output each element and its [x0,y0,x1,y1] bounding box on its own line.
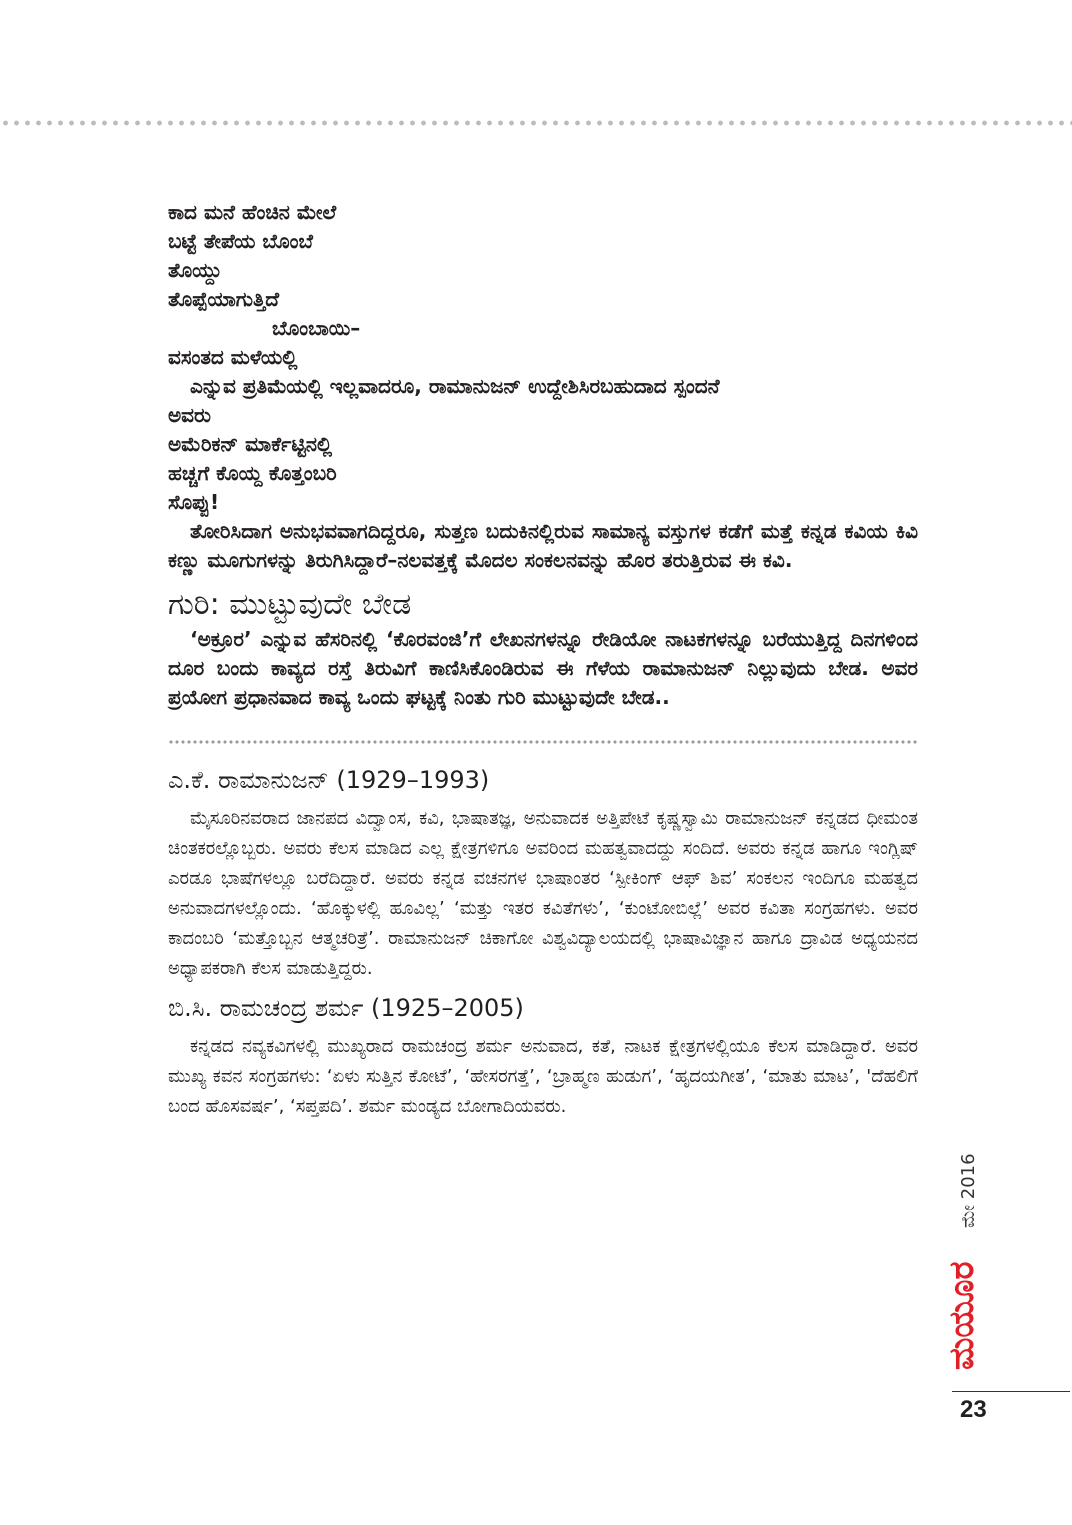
verse-line: ವಸಂತದ ಮಳೆಯಲ್ಲಿ [168,345,298,369]
bio-text: ಮೈಸೂರಿನವರಾದ ಜಾನಪದ ವಿದ್ವಾಂಸ, ಕವಿ, ಭಾಷಾತಜ್ಞ, ಅನುವಾದಕ ಅತ್ತಿಪೇಟೆ ಕೃಷ್ಣಸ್ವಾಮಿ ರಾಮಾನುಜನ್ ಕನ್ನಡದ ಧೀಮಂತ ಚಿಂತಕರಲ್ಲೊಬ್ಬರು. ಅವರು ಕೆಲಸ ಮಾಡಿದ ಎಲ್ಲ ಕ್ಷೇತ್ರಗಳಿಗೂ ಅವರಿಂದ ಮಹತ್ವವಾದದ್ದು ಸಂದಿದೆ. ಅವರು ಕನ್ನಡ ಹಾಗೂ ಇಂಗ್ಲಿಷ್ ಎರಡೂ ಭಾಷೆಗಳಲ್ಲೂ ಬರೆದಿದ್ದಾರೆ. ಅವರು ಕನ್ನಡ ವಚನಗಳ ಭಾಷಾಂತರ ‘ಸ್ಪೀಕಿಂಗ್ ಆಫ್ ಶಿವ’ ಸಂಕಲನ ಇಂದಿಗೂ ಮಹತ್ವದ ಅನುವಾದಗಳಲ್ಲೊಂದು. ‘ಹೊಕ್ಕುಳಲ್ಲಿ ಹೂವಿಲ್ಲ’ ‘ಮತ್ತು ಇತರ ಕವಿತೆಗಳು’, ‘ಕುಂಟೋಬಿಲ್ಲೆ’ ಅವರ ಕವಿತಾ ಸಂಗ್ರಹಗಳು. ಅವರ ಕಾದಂಬರಿ ‘ಮತ್ತೊಬ್ಬನ ಆತ್ಮಚರಿತ್ರೆ’. ರಾಮಾನುಜನ್ ಚಿಕಾಗೋ ವಿಶ್ವವಿದ್ಯಾಲಯದಲ್ಲಿ ಭಾಷಾವಿಜ್ಞಾನ ಹಾಗೂ ದ್ರಾವಿಡ ಅಧ್ಯಯನದ ಅಧ್ಯಾಪಕರಾಗಿ ಕೆಲಸ ಮಾಡುತ್ತಿದ್ದರು. [168,808,918,979]
bio-box-ramanujan [168,762,918,984]
magazine-logo: ಮಯೂರ [942,1261,982,1370]
bio-title: ಎ.ಕೆ. ರಾಮಾನುಜನ್ (1929–1993) [168,766,490,794]
verse-line: ಬಟ್ಟೆ ತೇಪೆಯ ಬೊಂಬೆ [168,229,313,253]
section-heading: ಗುರಿ: ಮುಟ್ಟುವುದೇ ಬೇಡ [168,587,412,622]
paragraph: ಎನ್ನುವ ಪ್ರತಿಮೆಯಲ್ಲಿ ಇಲ್ಲವಾದರೂ, ರಾಮಾನುಜನ್ ಉದ್ದೇಶಿಸಿರಬಹುದಾದ ಸ್ಪಂದನೆ [190,374,720,398]
verse-line: ಅವರು [168,403,211,427]
verse-line: ಹಚ್ಚಗೆ ಕೊಯ್ದ ಕೊತ್ತಂಬರಿ [168,461,337,485]
page-number-rule [952,1391,1070,1392]
top-dotted-border [0,119,1072,127]
poem-stanza-2 [168,401,918,517]
bio-box-sharma [168,990,918,1122]
paragraph: ತೋರಿಸಿದಾಗ ಅನುಭವವಾಗದಿದ್ದರೂ, ಸುತ್ತಣ ಬದುಕಿನಲ್ಲಿರುವ ಸಾಮಾನ್ಯ ವಸ್ತುಗಳ ಕಡೆಗೆ ಮತ್ತೆ ಕನ್ನಡ ಕವಿಯ ಕಿವಿ ಕಣ್ಣು ಮೂಗುಗಳನ್ನು ತಿರುಗಿಸಿದ್ದಾರೆ–ನಲವತ್ತಕ್ಕೆ ಮೊದಲ ಸಂಕಲನವನ್ನು ಹೊರ ತರುತ್ತಿರುವ ಈ ಕವಿ. [168,519,918,572]
verse-line: ಬೊಂಬಾಯಿ– [272,316,361,340]
dotted-separator [168,740,918,744]
verse-line: ತೊಯ್ದು [168,258,222,282]
verse-line: ಕಾದ ಮನೆ ಹೆಂಚಿನ ಮೇಲೆ [168,200,337,224]
bio-title: ಬಿ.ಸಿ. ರಾಮಚಂದ್ರ ಶರ್ಮ (1925–2005) [168,994,524,1022]
poem-stanza-1 [168,198,918,372]
page-number: 23 [960,1396,987,1423]
paragraph: ‘ಅಕ್ರೂರ’ ಎನ್ನುವ ಹೆಸರಿನಲ್ಲಿ ‘ಕೊರವಂಜಿ’ಗೆ ಲೇಖನಗಳನ್ನೂ ರೇಡಿಯೋ ನಾಟಕಗಳನ್ನೂ ಬರೆಯುತ್ತಿದ್ದ ದಿನಗಳಿಂದ ದೂರ ಬಂದು ಕಾವ್ಯದ ರಸ್ತೆ ತಿರುವಿಗೆ ಕಾಣಿಸಿಕೊಂಡಿರುವ ಈ ಗೆಳೆಯ ರಾಮಾನುಜನ್ ನಿಲ್ಲುವುದು ಬೇಡ. ಅವರ ಪ್ರಯೋಗ ಪ್ರಧಾನವಾದ ಕಾವ್ಯ ಒಂದು ಘಟ್ಟಕ್ಕೆ ನಿಂತು ಗುರಿ ಮುಟ್ಟುವುದೇ ಬೇಡ.. [168,627,918,709]
bio-text: ಕನ್ನಡದ ನವ್ಯಕವಿಗಳಲ್ಲಿ ಮುಖ್ಯರಾದ ರಾಮಚಂದ್ರ ಶರ್ಮ ಅನುವಾದ, ಕತೆ, ನಾಟಕ ಕ್ಷೇತ್ರಗಳಲ್ಲಿಯೂ ಕೆಲಸ ಮಾಡಿದ್ದಾರೆ. ಅವರ ಮುಖ್ಯ ಕವನ ಸಂಗ್ರಹಗಳು: ‘ಏಳು ಸುತ್ತಿನ ಕೋಟೆ’, ‘ಹೇಸರಗತ್ತೆ’, ‘ಬ್ರಾಹ್ಮಣ ಹುಡುಗ’, ‘ಹೃದಯಗೀತ’, ‘ಮಾತು ಮಾಟ’, 'ದೆಹಲಿಗೆ ಬಂದ ಹೊಸವರ್ಷ’, ‘ಸಪ್ತಪದಿ’. ಶರ್ಮ ಮಂಡ್ಯದ ಬೋಗಾದಿಯವರು. [168,1036,918,1117]
article-body [168,198,918,1128]
issue-date: ಮೇ 2016 [958,1153,979,1228]
verse-line: ತೊಪ್ಪೆಯಾಗುತ್ತಿದೆ [168,287,279,311]
verse-line: ಅಮೆರಿಕನ್ ಮಾರ್ಕೆಟ್ಟಿನಲ್ಲಿ [168,432,333,456]
verse-line: ಸೊಪ್ಪು! [168,490,220,514]
